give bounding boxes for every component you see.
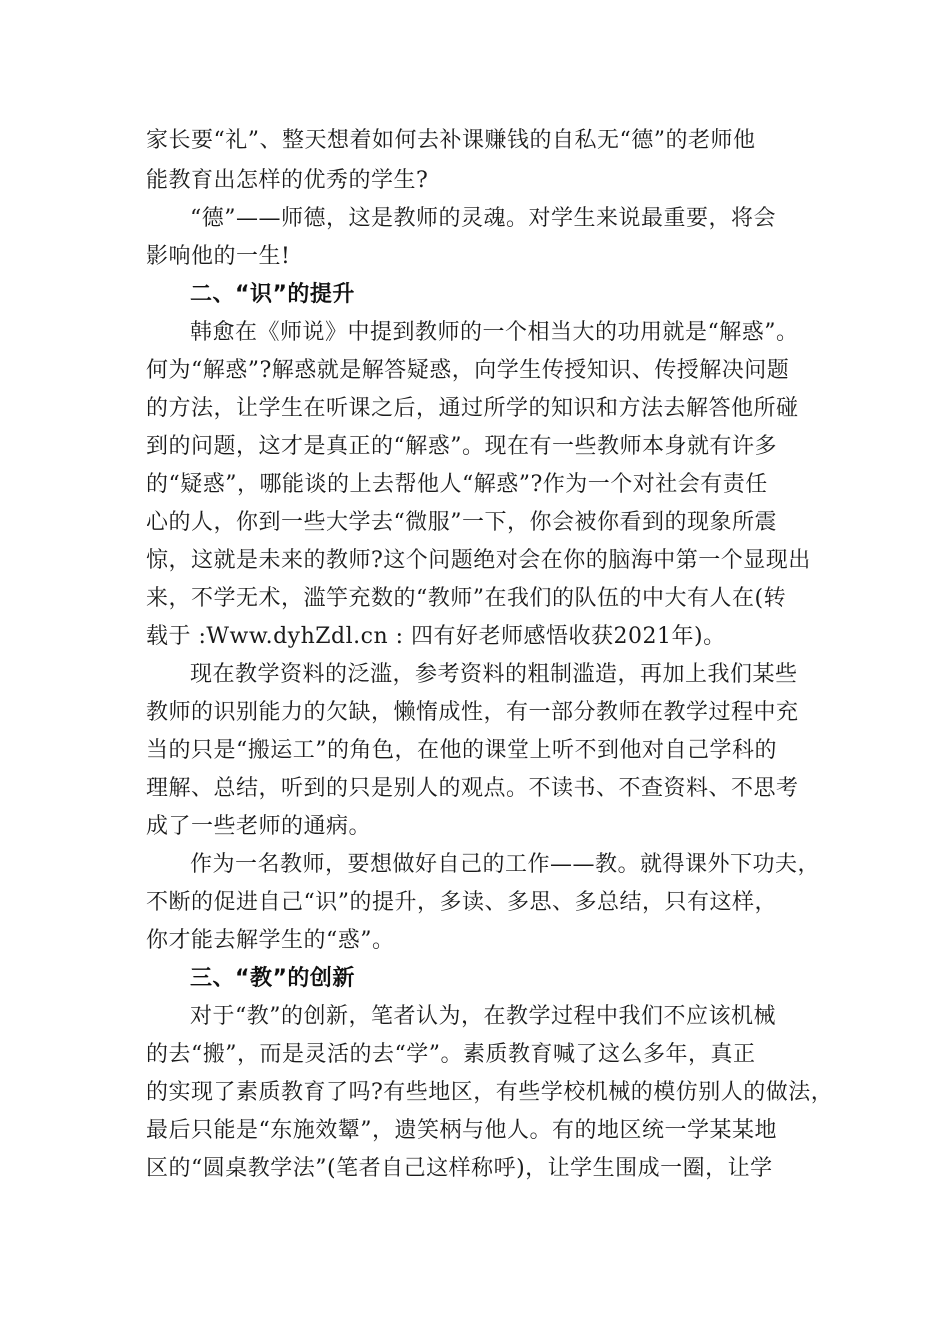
text-line: “德”——师德，这是教师的灵魂。对学生来说最重要，将会 bbox=[190, 206, 776, 231]
section-heading-2: 二、“识”的提升 bbox=[190, 282, 355, 307]
text-line: 载于 :Www.dyhZdl.cn : 四有好老师感悟收获2021年)。 bbox=[146, 624, 726, 649]
text-line: 不断的促进自己“识”的提升，多读、多思、多总结，只有这样， bbox=[146, 890, 777, 915]
text-line: 影响他的一生! bbox=[146, 244, 291, 269]
text-line: 惊，这就是未来的教师?这个问题绝对会在你的脑海中第一个显现出 bbox=[146, 548, 811, 573]
text-line: 现在教学资料的泛滥，参考资料的粗制滥造，再加上我们某些 bbox=[190, 662, 798, 687]
text-line: 最后只能是“东施效颦”，遗笑柄与他人。有的地区统一学某某地 bbox=[146, 1118, 777, 1143]
text-line: 当的只是“搬运工”的角色，在他的课堂上听不到他对自己学科的 bbox=[146, 738, 777, 763]
text-line: 的“疑惑”，哪能谈的上去帮他人“解惑”?作为一个对社会有责任 bbox=[146, 472, 768, 497]
text-line: 的去“搬”，而是灵活的去“学”。素质教育喊了这么多年，真正 bbox=[146, 1042, 756, 1067]
section-heading-3: 三、“教”的创新 bbox=[190, 966, 355, 991]
text-line: 成了一些老师的通病。 bbox=[146, 814, 372, 839]
text-line: 理解、总结，听到的只是别人的观点。不读书、不查资料、不思考 bbox=[146, 776, 799, 801]
text-line: 的实现了素质教育了吗?有些地区，有些学校机械的模仿别人的做法， bbox=[146, 1080, 834, 1105]
text-line: 对于“教”的创新，笔者认为，在教学过程中我们不应该机械 bbox=[190, 1004, 776, 1029]
text-line: 区的“圆桌教学法”(笔者自己这样称呼)，让学生围成一圈，让学 bbox=[146, 1156, 773, 1181]
text-line: 何为“解惑”?解惑就是解答疑惑，向学生传授知识、传授解决问题 bbox=[146, 358, 790, 383]
text-line: 心的人，你到一些大学去“微服”一下，你会被你看到的现象所震 bbox=[146, 510, 777, 535]
text-line: 家长要“礼”、整天想着如何去补课赚钱的自私无“德”的老师他 bbox=[146, 128, 756, 153]
text-line: 教师的识别能力的欠缺，懒惰成性，有一部分教师在教学过程中充 bbox=[146, 700, 799, 725]
text-line: 韩愈在《师说》中提到教师的一个相当大的功用就是“解惑”。 bbox=[190, 320, 799, 345]
text-line: 作为一名教师，要想做好自己的工作——教。就得课外下功夫， bbox=[190, 852, 821, 877]
text-line: 的方法，让学生在听课之后，通过所学的知识和方法去解答他所碰 bbox=[146, 396, 799, 421]
text-line: 到的问题，这才是真正的“解惑”。现在有一些教师本身就有许多 bbox=[146, 434, 777, 459]
text-line: 来，不学无术，滥竽充数的“教师”在我们的队伍的中大有人在(转 bbox=[146, 586, 787, 611]
text-line: 你才能去解学生的“惑”。 bbox=[146, 928, 395, 953]
text-line: 能教育出怎样的优秀的学生? bbox=[146, 168, 429, 193]
